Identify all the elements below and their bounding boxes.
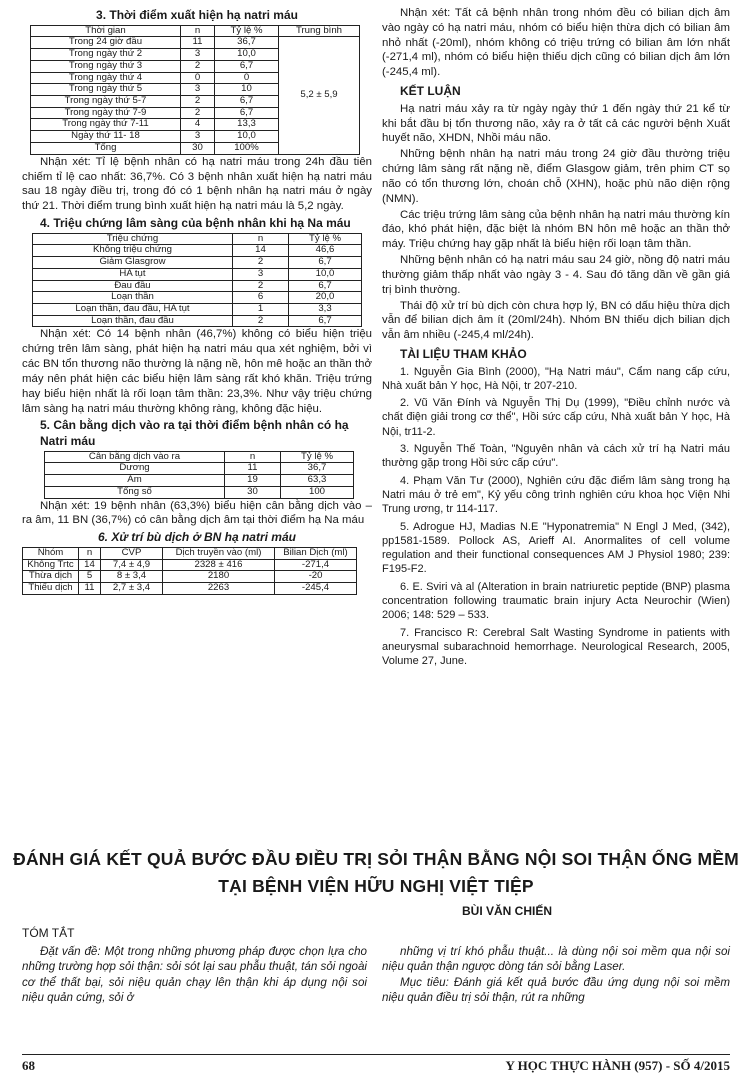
table-cell: 14 — [79, 559, 101, 571]
table-cell: Trong ngày thứ 5-7 — [31, 96, 181, 108]
table-cell: Ngày thứ 11- 18 — [31, 131, 181, 143]
table-cell: 1 — [233, 303, 289, 315]
table-cell: 10 — [215, 84, 279, 96]
table-header: Dịch truyền vào (ml) — [163, 547, 275, 559]
reference-item: 7. Francisco R: Cerebral Salt Wasting Syndrome in patients with aneurysmal subarachnoid hemorrhage. Neurological Research, 2005, Volume 27, June. — [382, 626, 730, 668]
table-cell: 2 — [233, 315, 289, 327]
table-header: Cân bằng dịch vào ra — [45, 451, 225, 463]
footer-divider — [22, 1054, 730, 1055]
table-cell: 2 — [181, 107, 215, 119]
table-cell: 36,7 — [215, 37, 279, 49]
table-row — [45, 463, 354, 475]
article-title — [0, 846, 752, 900]
article-title-line-2: TẠI BỆNH VIỆN HỮU NGHỊ VIỆT TIỆP — [218, 876, 534, 897]
paragraph-onset-comment: Nhận xét: Tỉ lệ bệnh nhân có hạ natri máu trong 24h đầu tiên chiếm tỉ lệ cao nhất: 36,7%. Có 3 bệnh nhân xuất hiện hạ natri máu sau 18 ngày điều trị, trong đó có 1 bệnh nhân hạ natri máu ở ngày thứ 21. Thời điểm trung bình xuất hiện hạ natri máu là 5,2 ngày. — [22, 155, 372, 213]
table-cell: 7,4 ± 4,9 — [101, 559, 163, 571]
table-cell: 0 — [181, 72, 215, 84]
table-onset-time — [30, 25, 360, 155]
table-row — [45, 486, 354, 498]
abstract-paragraph: Mục tiêu: Đánh giá kết quả bước đầu ứng dụng nội soi mềm niệu quản điều trị sỏi thận, rút ra những — [382, 975, 730, 1004]
table-cell: 10,0 — [289, 268, 362, 280]
table-cell: -245,4 — [275, 583, 357, 595]
table-row — [31, 37, 360, 49]
table-cell: Thừa dịch — [23, 571, 79, 583]
table-cell: 3 — [181, 131, 215, 143]
table-cell: 20,0 — [289, 292, 362, 304]
table-cell: 11 — [181, 37, 215, 49]
table-cell: 3 — [181, 49, 215, 61]
table-row — [33, 303, 362, 315]
table-cell: 11 — [79, 583, 101, 595]
table-cell: 8 ± 3,4 — [101, 571, 163, 583]
table-cell: Loạn thần — [33, 292, 233, 304]
article-author: BÙI VĂN CHIẾN — [462, 904, 553, 918]
table-cell: 36,7 — [281, 463, 354, 475]
table-cell: 2263 — [163, 583, 275, 595]
table-header: Bilian Dịch (ml) — [275, 547, 357, 559]
table-cell: 3 — [181, 84, 215, 96]
table-row — [33, 292, 362, 304]
reference-item: 3. Nguyễn Thế Toàn, "Nguyên nhân và cách xử trí hạ Natri máu thường gặp trong Hồi sức cấp cứu". — [382, 443, 730, 470]
table-header: Tỷ lệ % — [281, 451, 354, 463]
table-row — [33, 268, 362, 280]
table-header: Tỷ lệ % — [215, 25, 279, 37]
table-cell: 10,0 — [215, 131, 279, 143]
page-number: 68 — [22, 1058, 35, 1073]
table-header: n — [181, 25, 215, 37]
table-header: Tỷ lệ % — [289, 233, 362, 245]
table-cell: Loạn thần, đau đầu, HA tụt — [33, 303, 233, 315]
conclusion-heading: KẾT LUẬN — [400, 84, 461, 99]
section-4-title: 4. Triệu chứng lâm sàng của bệnh nhân khi hạ Na máu — [40, 215, 351, 230]
table-cell: Giảm Glasgrow — [33, 257, 233, 269]
table-cell: Không triệu chứng — [33, 245, 233, 257]
abstract-right — [382, 944, 730, 1005]
table-header: n — [233, 233, 289, 245]
table-fluid-balance — [44, 451, 354, 499]
table-fluid-management — [22, 547, 357, 595]
reference-item: 4. Phạm Văn Tư (2000), Nghiên cứu đặc điểm lâm sàng trong hạ Natri máu ở trẻ em", Kỷ yếu công trình nghiên cứu khoa học Viện Nhi Trung ương, tr 114-117. — [382, 474, 730, 516]
section-6-title: 6. Xử trí bù dịch ở BN hạ natri máu — [98, 530, 296, 545]
table-header: n — [79, 547, 101, 559]
table-header: Trung bình — [279, 25, 360, 37]
table-row — [23, 571, 357, 583]
table-row — [33, 245, 362, 257]
table-cell: 30 — [181, 142, 215, 154]
table-cell: Loạn thần, đau đầu — [33, 315, 233, 327]
abstract-paragraph: Đặt vấn đề: Một trong những phương pháp được chọn lựa cho những trường hợp sỏi thận: sỏi sót lại sau phẫu thuật, tán sỏi ngoài cơ thể thất bại, sỏi niệu quản chạy lên thận khi áp dụng nội soi niệu quản cứng, sỏi ở — [22, 945, 367, 1004]
table-cell: 2 — [233, 257, 289, 269]
table-header: Nhóm — [23, 547, 79, 559]
table-cell: 10,0 — [215, 49, 279, 61]
article-title-line-1: ĐÁNH GIÁ KẾT QUẢ BƯỚC ĐẦU ĐIỀU TRỊ SỎI THẬN BẰNG NỘI SOI THẬN ỐNG MỀM — [13, 849, 739, 869]
table-cell: 46,6 — [289, 245, 362, 257]
table-cell: -271,4 — [275, 559, 357, 571]
table-cell: Trong ngày thứ 3 — [31, 60, 181, 72]
table-cell: 2 — [233, 280, 289, 292]
left-column — [22, 6, 372, 595]
table-cell: 3 — [233, 268, 289, 280]
summary-heading: TÓM TẮT — [22, 926, 75, 940]
table-cell: 13,3 — [215, 119, 279, 131]
table-cell: 30 — [225, 486, 281, 498]
table-cell: 2 — [181, 96, 215, 108]
table-header: CVP — [101, 547, 163, 559]
references-heading: TÀI LIỆU THAM KHẢO — [400, 346, 527, 361]
table-header: n — [225, 451, 281, 463]
table-cell: 6,7 — [215, 107, 279, 119]
table-row — [23, 583, 357, 595]
table-cell: 6,7 — [215, 60, 279, 72]
conclusion-paragraph: Các triệu trứng lâm sàng của bệnh nhân hạ natri máu thường kín đáo, khó phát hiện, đặc biệt là nhóm BN hôn mê hoặc an thần thở máy. Triệu chứng hay gặp nhất là biểu hiện rối loạn tâm thần. — [382, 208, 730, 251]
table-cell: Trong ngày thứ 7-11 — [31, 119, 181, 131]
table-cell: 2328 ± 416 — [163, 559, 275, 571]
table-cell: 6,7 — [289, 257, 362, 269]
conclusion-paragraph: Hạ natri máu xảy ra từ ngày ngày thứ 1 đến ngày thứ 21 kể từ khi bắt đầu bị tổn thương não, xảy ra ở tất cả các người bệnh Xuất huyết não, XHDN, Nhồi máu não. — [382, 102, 730, 145]
table-cell: Tổng — [31, 142, 181, 154]
table-cell: Không Trtc — [23, 559, 79, 571]
reference-item: 1. Nguyễn Gia Bình (2000), "Hạ Natri máu", Cẩm nang cấp cứu, Nhà xuất bản Y học, Hà Nội, tr 207-210. — [382, 365, 730, 392]
table-cell: -20 — [275, 571, 357, 583]
conclusion-paragraph: Thái độ xử trí bù dịch còn chưa hợp lý, BN có dấu hiệu thừa dịch vẫn để bilian dịch âm ít (20ml/24h). Nhóm BN thiếu dịch bilian dịch vẫn âm nhiều (-245,4 ml/24h). — [382, 299, 730, 342]
reference-item: 5. Adrogue HJ, Madias N.E "Hyponatremia" N Engl J Med, (342), pp1581-1589. Pollock AS, Arieff AI. Anormalites of cell volume regulation and their functional consequences AM J Physiol 1980; 239: F195-F2. — [382, 520, 730, 576]
section-3-title: 3. Thời điểm xuất hiện hạ natri máu — [96, 8, 298, 22]
table-cell: 2180 — [163, 571, 275, 583]
table-row — [33, 257, 362, 269]
table-cell: Tổng số — [45, 486, 225, 498]
table-cell: 100 — [281, 486, 354, 498]
table-cell: 19 — [225, 475, 281, 487]
table-cell: 100% — [215, 142, 279, 154]
section-5-title: 5. Cân bằng dịch vào ra tại thời điểm bệnh nhân có hạ Natri máu — [40, 418, 349, 449]
table-cell: 63,3 — [281, 475, 354, 487]
table-cell: 6,7 — [289, 280, 362, 292]
table-cell: 3,3 — [289, 303, 362, 315]
conclusion-paragraph: Những bệnh nhân hạ natri máu trong 24 giờ đầu thường triệu chứng lâm sàng rất nặng nề, điểm Glasgow giảm, trên phim CT sọ não có tổn thương lớn, choán chỗ (XHN), hoặc phù não diện rộng (NMN). — [382, 148, 730, 205]
table-cell: Trong ngày thứ 2 — [31, 49, 181, 61]
table-cell: Trong 24 giờ đầu — [31, 37, 181, 49]
paragraph-balance-comment: Nhận xét: 19 bệnh nhân (63,3%) biểu hiện cân bằng dịch vào – ra âm, 11 BN (36,7%) có cân bằng dịch âm tại thời điểm hạ Na máu — [22, 499, 372, 527]
table-cell: Trong ngày thứ 7-9 — [31, 107, 181, 119]
table-cell: Âm — [45, 475, 225, 487]
table-cell: 2,7 ± 3,4 — [101, 583, 163, 595]
abstract-paragraph: những vị trí khó phẫu thuật... là dùng nội soi mềm qua nội soi niệu quản thận ngược dòng tán sỏi bằng Laser. — [382, 945, 730, 974]
right-column — [382, 6, 730, 672]
table-row — [23, 559, 357, 571]
table-cell: 2 — [181, 60, 215, 72]
table-cell: Dương — [45, 463, 225, 475]
table-cell: 0 — [215, 72, 279, 84]
table-cell: 6,7 — [289, 315, 362, 327]
table-cell: 11 — [225, 463, 281, 475]
table-row — [45, 475, 354, 487]
table-cell: Thiếu dịch — [23, 583, 79, 595]
table-symptoms — [32, 233, 362, 328]
table-header: Thời gian — [31, 25, 181, 37]
reference-item: 2. Vũ Văn Đính và Nguyễn Thị Dụ (1999), "Điều chỉnh nước và chất điện giải trong cơ thể", Hồi sức cấp cứu, Nhà xuất bản Y học, Hà Nội, tr11-2. — [382, 397, 730, 438]
table-header: Triệu chứng — [33, 233, 233, 245]
table-cell: 6 — [233, 292, 289, 304]
table-cell: HA tụt — [33, 268, 233, 280]
table-cell-mean: 5,2 ± 5,9 — [279, 37, 360, 154]
abstract-left — [22, 944, 367, 1005]
journal-name: Y HỌC THỰC HÀNH (957) - SỐ 4/2015 — [505, 1058, 730, 1073]
paragraph-management-comment: Nhận xét: Tất cả bệnh nhân trong nhóm đều có bilian dịch âm vào ngày có hạ natri máu, nhóm có biểu hiện thừa dịch có bilian âm nhỏ nhất (-20ml), nhóm không có triệu trứng có bilian âm lớn nhất (-271,4 ml), nhóm có biểu hiện thiếu dịch cũng có bilian dịch âm lớn (-245,4 ml). — [382, 7, 730, 79]
table-cell: Trong ngày thứ 5 — [31, 84, 181, 96]
table-row — [33, 280, 362, 292]
table-cell: 14 — [233, 245, 289, 257]
table-cell: Trong ngày thứ 4 — [31, 72, 181, 84]
table-cell: 4 — [181, 119, 215, 131]
table-cell: Đau đầu — [33, 280, 233, 292]
reference-item: 6. E. Sviri và al (Alteration in brain natriuretic peptide (BNP) plasma concentration following traumatic brain injury Acta Neurochir (Wien) 2006; 148: 529 – 533. — [382, 580, 730, 622]
table-cell: 5 — [79, 571, 101, 583]
table-row — [33, 315, 362, 327]
conclusion-paragraph: Những bệnh nhân có hạ natri máu sau 24 giờ, nồng độ natri máu thường giảm thấp nhất vào ngày 3 - 4. Sau đó tăng dần về gần giá trị bình thường. — [382, 254, 730, 296]
table-cell: 6,7 — [215, 96, 279, 108]
paragraph-symptoms-comment: Nhận xét: Có 14 bệnh nhân (46,7%) không có biểu hiện triệu chứng trên lâm sàng, phát hiện hạ natri máu qua xét nghiệm, bởi vì các BN tổn thương não thường là nặng nề, hôn mê hoặc an thần thở máy nên phát hiện các biểu hiện lâm sàng rất khó khăn. Triệu trứng hay biểu hiện nhất là rối loạn tâm thần: 23,3%. Như vậy triệu chứng lâm sàng hạ natri máu thường không ràng, không đặc hiệu. — [22, 328, 372, 415]
